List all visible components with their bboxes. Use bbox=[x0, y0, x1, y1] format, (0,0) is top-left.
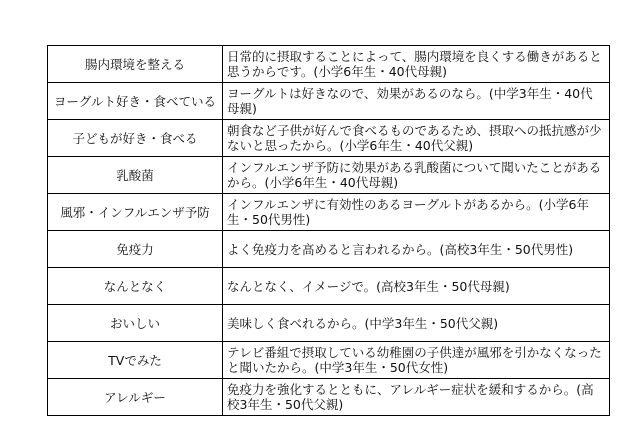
reason-cell: ヨーグルトは好きなので、効果があるのなら。(中学3年生・40代母親) bbox=[223, 83, 610, 120]
reason-cell: なんとなく、イメージで。(高校3年生・50代母親) bbox=[223, 268, 610, 305]
table-row bbox=[48, 379, 610, 416]
reasons-table bbox=[47, 45, 610, 416]
reason-cell: よく免疫力を高めると言われるから。(高校3年生・50代男性) bbox=[223, 231, 610, 268]
table-row bbox=[48, 83, 610, 120]
table-row bbox=[48, 120, 610, 157]
category-cell: 風邪・インフルエンザ予防 bbox=[48, 194, 223, 231]
category-cell: アレルギー bbox=[48, 379, 223, 416]
reasons-table-container bbox=[47, 45, 602, 416]
category-cell: TVでみた bbox=[48, 342, 223, 379]
table-row bbox=[48, 194, 610, 231]
reason-cell: インフルエンザに有効性のあるヨーグルトがあるから。(小学6年生・50代男性) bbox=[223, 194, 610, 231]
reasons-table-body bbox=[48, 46, 610, 416]
table-row bbox=[48, 231, 610, 268]
category-cell: ヨーグルト好き・食べている bbox=[48, 83, 223, 120]
category-cell: 免疫力 bbox=[48, 231, 223, 268]
reason-cell: 免疫力を強化するとともに、アレルギー症状を緩和するから。(高校3年生・50代父親) bbox=[223, 379, 610, 416]
table-row bbox=[48, 305, 610, 342]
category-cell: おいしい bbox=[48, 305, 223, 342]
category-cell: 腸内環境を整える bbox=[48, 46, 223, 83]
category-cell: なんとなく bbox=[48, 268, 223, 305]
table-row bbox=[48, 157, 610, 194]
reason-cell: 美味しく食べれるから。(中学3年生・50代父親) bbox=[223, 305, 610, 342]
category-cell: 乳酸菌 bbox=[48, 157, 223, 194]
table-row bbox=[48, 342, 610, 379]
table-row bbox=[48, 46, 610, 83]
reason-cell: テレビ番組で摂取している幼稚園の子供達が風邪を引かなくなったと聞いたから。(中学3年生・50代女性) bbox=[223, 342, 610, 379]
reason-cell: 朝食など子供が好んで食べるものであるため、摂取への抵抗感が少ないと思ったから。(小学6年生・40代父親) bbox=[223, 120, 610, 157]
reason-cell: 日常的に摂取することによって、腸内環境を良くする働きがあると思うからです。(小学6年生・40代母親) bbox=[223, 46, 610, 83]
category-cell: 子どもが好き・食べる bbox=[48, 120, 223, 157]
table-row bbox=[48, 268, 610, 305]
reason-cell: インフルエンザ予防に効果がある乳酸菌について聞いたことがあるから。(小学6年生・40代母親) bbox=[223, 157, 610, 194]
